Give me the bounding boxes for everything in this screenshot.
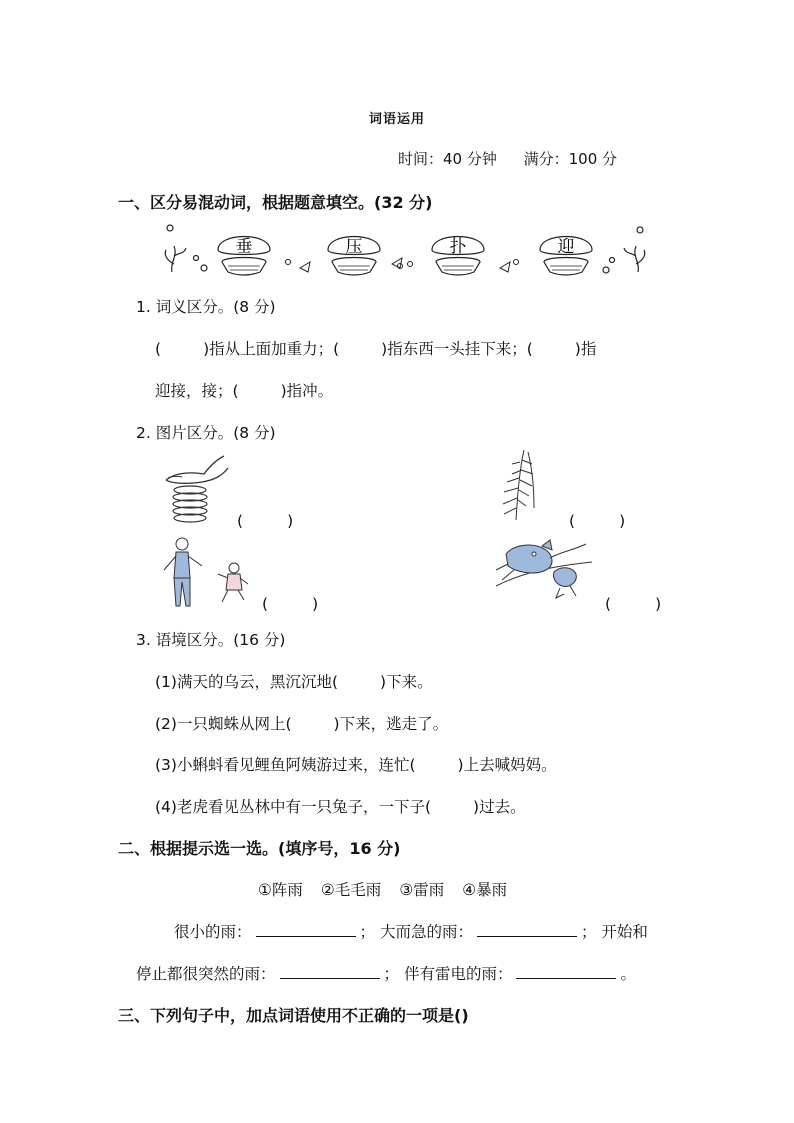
full-score: 满分：100 分 (523, 150, 618, 168)
sub1-line1: ( )指从上面加重力；( )指东西一头挂下来；( )指 (155, 340, 597, 358)
willow-branch-image (494, 448, 538, 526)
hand-press-spring-image (158, 452, 230, 524)
word-2: 压 (345, 237, 363, 257)
word-1: 垂 (235, 237, 253, 257)
context-item-2: (2)一只蜘蛛从网上( )下来，逃走了。 (155, 715, 449, 733)
mother-greeting-child-image (158, 534, 254, 612)
context-item-4: (4)老虎看见丛林中有一只兔子，一下子( )过去。 (155, 798, 526, 816)
option-2: ②毛毛雨 (320, 881, 382, 899)
seaweed-left-icon (165, 225, 207, 272)
sub3-heading: 3. 语境区分。(16 分) (136, 631, 286, 649)
seaweed-right-icon (603, 227, 645, 273)
answer-line-2[interactable] (477, 922, 577, 937)
picture-blank-4[interactable]: ( ) (605, 595, 662, 613)
option-1: ①阵雨 (258, 881, 303, 899)
shell-word-3 (432, 237, 484, 276)
shell-word-1 (218, 237, 270, 276)
section2-heading: 二、根据提示选一选。(填序号，16 分) (118, 839, 401, 858)
section3-heading: 三、下列句子中，加点词语使用不正确的一项是() (118, 1006, 469, 1025)
word-4: 迎 (557, 237, 575, 257)
answer-line-1[interactable] (256, 922, 356, 937)
cat-pounce-image (494, 536, 594, 606)
time-limit: 时间：40 分钟 (398, 150, 497, 168)
option-3: ③雷雨 (399, 881, 445, 899)
picture-blank-2[interactable]: ( ) (569, 512, 626, 530)
section2-line1: 很小的雨： ； 大而急的雨： ； 开始和 (174, 923, 648, 941)
picture-blank-1[interactable]: ( ) (237, 512, 294, 530)
exam-meta (398, 148, 617, 169)
context-item-3: (3)小蝌蚪看见鲤鱼阿姨游过来，连忙( )上去喊妈妈。 (155, 756, 557, 774)
bubbles-decoration (286, 258, 519, 272)
shell-word-4 (540, 237, 592, 276)
picture-blank-3[interactable]: ( ) (262, 595, 319, 613)
word-3: 扑 (449, 237, 467, 257)
context-item-1: (1)满天的乌云，黑沉沉地( )下来。 (155, 673, 433, 691)
option-4: ④暴雨 (462, 881, 508, 899)
rain-options (258, 878, 507, 900)
shell-word-2 (328, 237, 380, 276)
sub1-heading: 1. 词义区分。(8 分) (136, 298, 276, 316)
section1-heading: 一、区分易混动词，根据题意填空。(32 分) (118, 193, 433, 212)
sub1-line2: 迎接，接；( )指冲。 (155, 382, 334, 400)
answer-line-4[interactable] (516, 964, 616, 979)
answer-line-3[interactable] (280, 964, 380, 979)
section2-line2: 停止都很突然的雨： ； 伴有雷电的雨： 。 (136, 965, 636, 983)
page-title: 词语运用 (368, 112, 425, 127)
word-banner (160, 222, 660, 280)
sub2-heading: 2. 图片区分。(8 分) (136, 424, 276, 442)
